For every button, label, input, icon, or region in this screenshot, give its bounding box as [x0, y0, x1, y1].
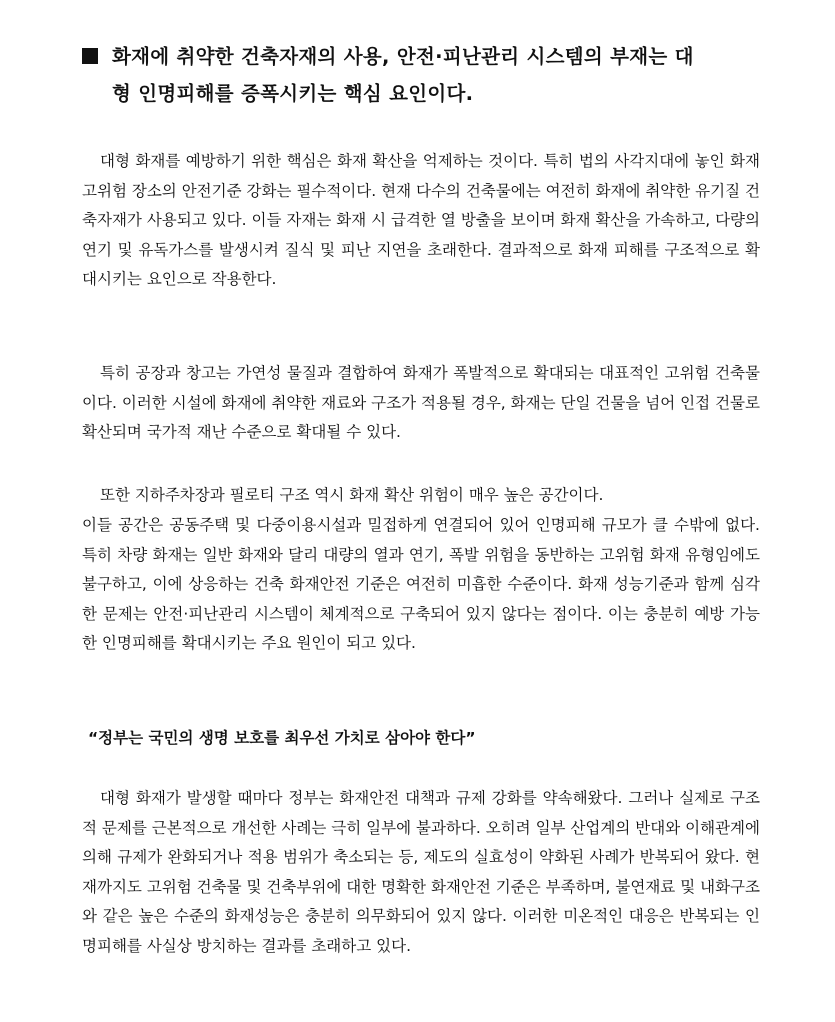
paragraph-2-text: 특히 공장과 창고는 가연성 물질과 결합하여 화재가 폭발적으로 확대되는 대표적인 고위험 건축물이다. 이러한 시설에 화재에 취약한 재료와 구조가 적용될 경우, 화재는 단일 건물을 넘어 인접 건물로 확산되며 국가적 재난 수준으로 확대될 수 있다.: [82, 364, 760, 442]
paragraph-5: [82, 784, 760, 962]
section-heading: [82, 38, 772, 112]
paragraph-5-text: 대형 화재가 발생할 때마다 정부는 화재안전 대책과 규제 강화를 약속해왔다. 그러나 실제로 구조적 문제를 근본적으로 개선한 사례는 극히 일부에 불과하다. 오히려 일부 산업계의 반대와 이해관계에 의해 규제가 완화되거나 적용 범위가 축소되는 등, 제도의 실효성이 약화된 사례가 반복되어 왔다. 현재까지도 고위험 건축물 및 건축부위에 대한 명확한 화재안전 기준은 부족하며, 불연재료 및 내화구조와 같은 높은 수준의 화재성능은 충분히 의무화되어 있지 않다. 이러한 미온적인 대응은 반복되는 인명피해를 사실상 방치하는 결과를 초래하고 있다.: [82, 789, 760, 955]
paragraph-1-text: 대형 화재를 예방하기 위한 핵심은 화재 확산을 억제하는 것이다. 특히 법의 사각지대에 놓인 화재 고위험 장소의 안전기준 강화는 필수적이다. 현재 다수의 건축물에는 여전히 화재에 취약한 유기질 건축자재가 사용되고 있다. 이들 자재는 화재 시 급격한 열 방출을 보이며 화재 확산을 가속하고, 다량의 연기 및 유독가스를 발생시켜 질식 및 피난 지연을 초래한다. 결과적으로 화재 피해를 구조적으로 확대시키는 요인으로 작용한다.: [82, 152, 760, 289]
paragraph-4-text: 이들 공간은 공동주택 및 다중이용시설과 밀접하게 연결되어 있어 인명피해 규모가 클 수밖에 없다. 특히 차량 화재는 일반 화재와 달리 대량의 열과 연기, 폭발 위험을 동반하는 고위험 화재 유형임에도 불구하고, 이에 상응하는 건축 화재안전 기준은 여전히 미흡한 수준이다. 화재 성능기준과 함께 심각한 문제는 안전·피난관리 시스템이 체계적으로 구축되어 있지 않다는 점이다. 이는 충분히 예방 가능한 인명피해를 확대시키는 주요 원인이 되고 있다.: [82, 516, 760, 653]
pull-quote: “정부는 국민의 생명 보호를 최우선 가치로 삼아야 한다”: [88, 729, 476, 747]
square-bullet-icon: [82, 48, 98, 64]
paragraph-4: [82, 511, 760, 659]
paragraph-2: [82, 359, 760, 448]
paragraph-3: [82, 481, 760, 511]
paragraph-1: [82, 147, 760, 295]
paragraph-3-text: 또한 지하주차장과 필로티 구조 역시 화재 확산 위험이 매우 높은 공간이다.: [100, 486, 604, 504]
heading-line-2: 형 인명피해를 증폭시키는 핵심 요인이다.: [112, 82, 474, 105]
heading-line-1: 화재에 취약한 건축자재의 사용, 안전·피난관리 시스템의 부재는 대: [112, 45, 694, 68]
